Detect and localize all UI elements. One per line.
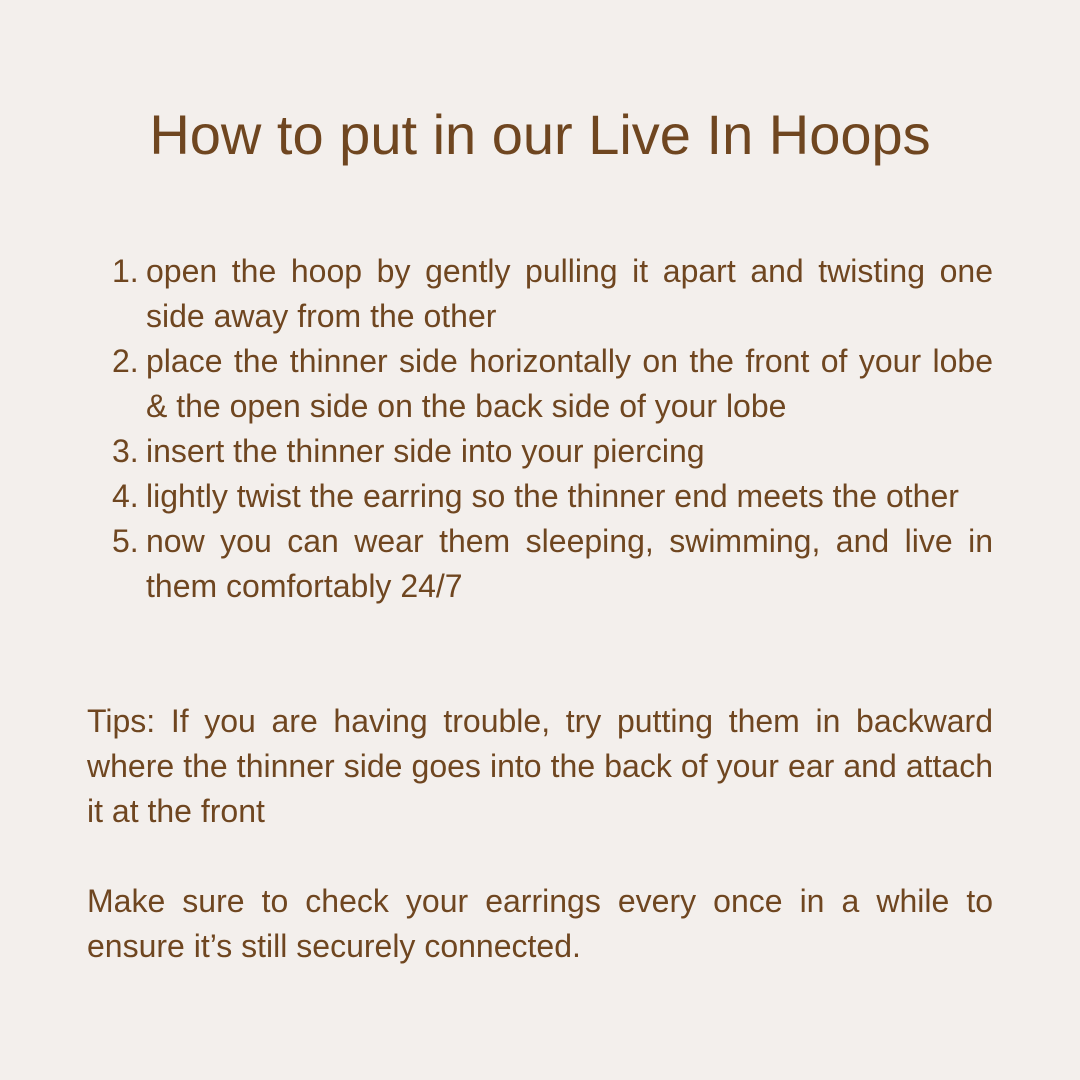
step-item-2 [112, 339, 993, 429]
steps-list [112, 249, 993, 609]
step-text: open the hoop by gently pulling it apart and twisting one side away from the other [146, 253, 993, 334]
step-item-1 [112, 249, 993, 339]
tips-paragraph: Tips: If you are having trouble, try putting them in backward where the thinner side goes into the back of your ear and attach it at the front [87, 703, 993, 829]
note-paragraph: Make sure to check your earrings every once in a while to ensure it’s still securely connected. [87, 883, 993, 964]
step-text: insert the thinner side into your piercing [146, 433, 705, 469]
step-item-5 [112, 519, 993, 609]
step-number: 4. [112, 478, 139, 514]
step-number: 1. [112, 253, 139, 289]
step-text: lightly twist the earring so the thinner end meets the other [146, 478, 959, 514]
step-number: 2. [112, 343, 139, 379]
page-title: How to put in our Live In Hoops [149, 103, 931, 166]
step-number: 5. [112, 523, 139, 559]
step-text: place the thinner side horizontally on the front of your lobe & the open side on the back side of your lobe [146, 343, 993, 424]
step-text: now you can wear them sleeping, swimming, and live in them comfortably 24/7 [146, 523, 993, 604]
step-item-4 [112, 474, 993, 519]
step-item-3 [112, 429, 993, 474]
step-number: 3. [112, 433, 139, 469]
